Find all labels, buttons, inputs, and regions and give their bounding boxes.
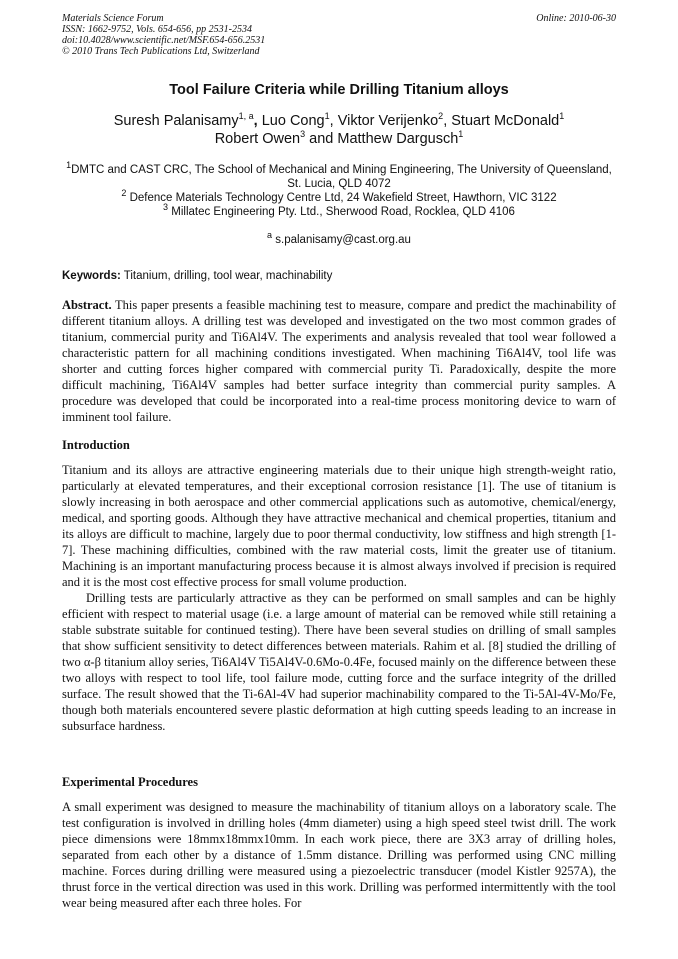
affiliation-2 (62, 188, 616, 205)
abstract-label: Abstract. (62, 298, 112, 312)
copyright-line: © 2010 Trans Tech Publications Ltd, Switzerland (62, 46, 260, 57)
author-affil-mark: 1, a (238, 111, 254, 122)
paragraph: Titanium and its alloys are attractive engineering materials due to their unique high strength-weight ratio, particularly at elevated temperatures, and their exceptional corrosion resistance [1]. The use of titanium is slowly increasing in both aerospace and other commercial applications such as automotive, chemical/energy, medical, and sporting goods. Although they have attractive mechanical and chemical properties, titanium and its alloys are difficult to machine, largely due to poor thermal conductivity, low stiffness and high strength [1-7]. These machining difficulties, combined with the raw material costs, limit the greater use of titanium. Machining is an important manufacturing process because it is almost always involved if precision is required and it is the most cost effective process for small volume production. (62, 463, 616, 589)
author-affil-mark: 2 (438, 111, 444, 122)
paragraph: A small experiment was designed to measure the machinability of titanium alloys on a laboratory scale. The test configuration is involved in drilling holes (4mm diameter) using a high speed steel twist drill. The work piece dimensions were 18mmx18mmx10mm. In each work piece, there are 3X3 array of drilling holes, separated from each other by a distance of 1.5mm distance. Drilling was performed using CNC milling machine. Forces during drilling were measured using a piezoelectric transducer (model Kistler 9257A), the thrust force in the vertical direction was used in this work. Drilling was performed intermittently with the tool wear being measured after each three holes. For (62, 800, 616, 910)
contact-email (62, 230, 616, 246)
affiliations (62, 160, 616, 219)
email-mark: a (267, 230, 273, 241)
author-affil-mark: 1 (458, 129, 464, 140)
author-separator: , (329, 113, 338, 129)
author-name: Suresh Palanisamy (113, 113, 239, 129)
section-heading-introduction: Introduction (62, 438, 130, 452)
abstract-text: This paper presents a feasible machining test to measure, compare and predict the machinability of different titanium alloys. A drilling test was developed and investigated on the two most common grades of titanium, commercial purity and Ti6Al4V. The experiments and analysis revealed that tool wear followed a characteristic pattern for all machining conditions investigated. When machining Ti6Al4V, tool life was shorter and cutting forces higher compared with commercial purity Ti. Paradoxically, despite the more difficult machining, Ti6Al4V samples had better surface integrity than commercial purity samples. A procedure was developed that could be incorporated into a real-time process monitoring device to warn of imminent tool failure. (62, 298, 616, 424)
author-name: Matthew Dargusch (337, 131, 459, 147)
online-date: Online: 2010-06-30 (536, 13, 616, 24)
author-affil-mark: 1 (559, 111, 565, 122)
keywords-text: Titanium, drilling, tool wear, machinability (120, 270, 333, 282)
affil-mark: 2 (121, 188, 127, 199)
doi-line: doi:10.4028/www.scientific.net/MSF.654-656.2531 (62, 35, 266, 46)
paper-title: Tool Failure Criteria while Drilling Titanium alloys (169, 82, 509, 98)
email-address: s.palanisamy@cast.org.au (272, 234, 411, 246)
affiliation-text: Millatec Engineering Pty. Ltd., Sherwood Road, Rocklea, QLD 4106 (171, 206, 515, 218)
journal-header (62, 13, 616, 57)
affiliation-3 (62, 202, 616, 219)
affiliation-text: Defence Materials Technology Centre Ltd, 24 Wakefield Street, Hawthorn, VIC 3122 (129, 192, 557, 204)
journal-name: Materials Science Forum (62, 13, 164, 24)
paragraph: Drilling tests are particularly attractive as they can be performed on small samples and can be highly efficient with respect to material usage (i.e. a large amount of material can be removed while still retaining a stable substrate suitable for continued testing). There have been several studies on drilling of small samples that show sufficient sensitivity to detect differences between materials. Rahim et al. [8] studied the drilling of two α-β titanium alloy series, Ti6Al4V Ti5Al4V-0.6Mo-0.4Fe, focused mainly on the difference between these two alloys with respect to tool life, tool failure mode, cutting force and the surface integrity of the drilled surface. The result showed that the Ti-6Al-4V had superior machinability compared to the Ti-5Al-4V-Mo/Fe, though both materials encountered severe plastic deformation at high cutting speeds leading to an increase in subsurface hardness. (62, 591, 616, 733)
affil-mark: 3 (163, 202, 169, 213)
author-separator: , (253, 113, 262, 129)
experimental-body (62, 799, 616, 911)
author-name: Luo Cong (261, 113, 325, 129)
affil-mark: 1 (66, 160, 72, 171)
author-name: Viktor Verijenko (337, 113, 439, 129)
keywords (62, 270, 616, 282)
author-affil-mark: 3 (300, 129, 306, 140)
author-affil-mark: 1 (324, 111, 330, 122)
affiliation-text: DMTC and CAST CRC, The School of Mechanical and Mining Engineering, The University of Queensland, St. Lucia, QLD 4072 (71, 164, 612, 190)
affiliation-1 (62, 160, 616, 191)
introduction-body (62, 462, 616, 734)
author-separator: , (443, 113, 452, 129)
author-name: Robert Owen (214, 131, 301, 147)
author-separator: and (305, 131, 338, 147)
abstract (62, 297, 616, 425)
keywords-label: Keywords: (62, 270, 121, 282)
section-heading-experimental: Experimental Procedures (62, 775, 198, 789)
author-list (62, 112, 616, 148)
issn-line: ISSN: 1662-9752, Vols. 654-656, pp 2531-2534 (62, 24, 252, 35)
author-name: Stuart McDonald (451, 113, 560, 129)
